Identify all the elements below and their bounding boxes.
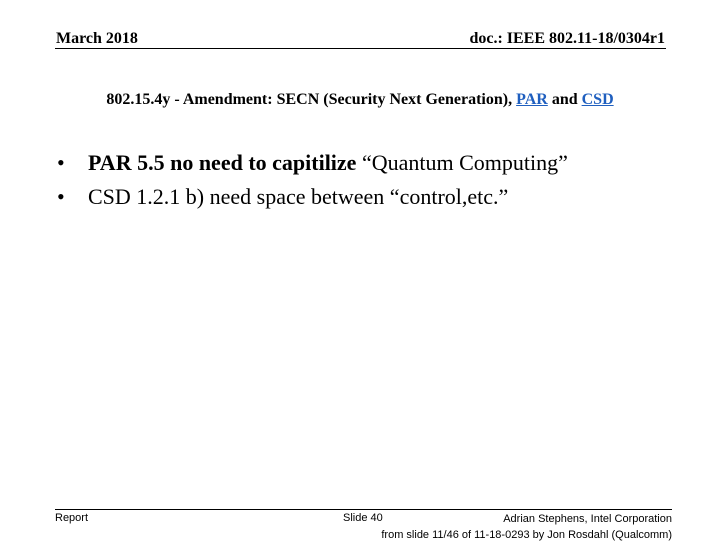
bullet-par-bold: PAR 5.5 no need to capitilize xyxy=(88,150,362,175)
csd-link[interactable]: CSD xyxy=(581,91,614,108)
bullet-item-csd xyxy=(57,180,697,214)
header-doc-id: doc.: IEEE 802.11-18/0304r1 xyxy=(469,30,665,47)
title-and: and xyxy=(547,91,582,108)
bullet-icon: • xyxy=(57,150,65,175)
title-text: 802.15.4y - Amendment: SECN (Security Next Generation), xyxy=(106,91,517,108)
footer-divider xyxy=(55,509,672,510)
bullet-list xyxy=(57,146,697,214)
bullet-csd-text: CSD 1.2.1 b) need space between “control,etc.” xyxy=(88,184,509,209)
par-link[interactable]: PAR xyxy=(516,91,548,108)
footer-author xyxy=(381,511,672,543)
footer-slide-number: Slide 40 xyxy=(343,512,383,524)
header-divider xyxy=(55,48,666,49)
slide-title xyxy=(0,89,720,111)
bullet-item-par xyxy=(57,146,697,180)
footer-author-line1: Adrian Stephens, Intel Corporation xyxy=(503,513,672,525)
footer-report: Report xyxy=(55,512,89,524)
bullet-par-text: “Quantum Computing” xyxy=(361,150,568,175)
bullet-icon: • xyxy=(57,184,65,209)
header-date: March 2018 xyxy=(56,30,138,47)
footer-author-line2: from slide 11/46 of 11-18-0293 by Jon Rosdahl (Qualcomm) xyxy=(381,529,672,541)
